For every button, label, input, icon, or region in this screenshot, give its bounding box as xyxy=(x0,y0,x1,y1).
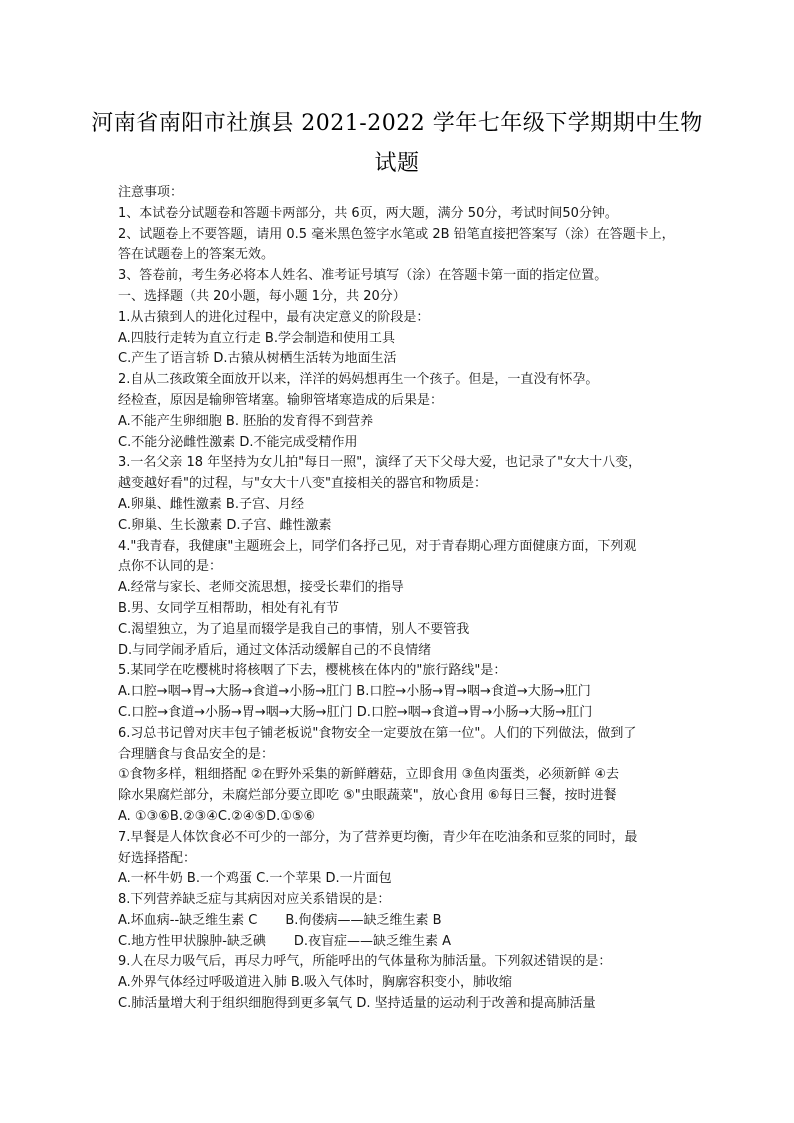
question-options: C.产生了语言轿 D.古猿从树栖生活转为地面生活 xyxy=(118,351,397,367)
notice-item: 3、答卷前，考生务必将本人姓名、准考证号填写（涂）在答题卡第一面的指定位置。 xyxy=(118,268,608,284)
option-d: D.夜盲症——缺乏维生素 A xyxy=(293,933,452,949)
question-stem: 合理膳食与食品安全的是： xyxy=(118,746,275,762)
question-options: A.外界气体经过呼吸道进入肺 B.吸入气体时，胸廓容积变小，肺收缩 xyxy=(118,975,512,991)
question-options: 除水果腐烂部分，未腐烂部分要立即吃 ⑤"虫眼蔬菜"，放心食用 ⑥每日三餐，按时进餐 xyxy=(118,788,617,804)
question-stem: 8.下列营养缺乏症与其病因对应关系错误的是： xyxy=(118,892,391,908)
question-options: A.不能产生卵细胞 B. 胚胎的发育得不到营养 xyxy=(118,413,374,429)
question-options: A.经常与家长、老师交流思想，接受长辈们的指导 xyxy=(118,580,404,596)
question-options: A. ①③⑥B.②③④C.②④⑤D.①⑤⑥ xyxy=(118,808,316,824)
question-stem: 经检查，原因是输卵管堵塞。输卵管堵寒造成的后果是： xyxy=(118,392,444,408)
question-options: A.四肢行走转为直立行走 B.学会制造和使用工具 xyxy=(118,330,395,346)
question-stem: 好选择搭配： xyxy=(118,850,197,866)
question-options: A.口腔→咽→胃→大肠→食道→小肠→肛门 B.口腔→小肠→胃→咽→食道→大肠→肛门 xyxy=(118,684,591,700)
question-options: C.渴望独立，为了追星而辍学是我自己的事情，别人不要管我 xyxy=(118,621,470,637)
question-stem: 越变越好看"的过程，与"女大十八变"直接相关的器官和物质是： xyxy=(118,476,487,492)
question-options: C.卵巢、生长激素 D.子宫、雌性激素 xyxy=(118,517,332,533)
question-options: C.口腔→食道→小肠→胃→咽→大肠→肛门 D.口腔→咽→食道→胃→小肠→大肠→肛门 xyxy=(118,704,593,720)
exam-body xyxy=(118,183,684,1015)
question-options: A.一杯牛奶 B.一个鸡蛋 C.一个苹果 D.一片面包 xyxy=(118,871,392,887)
question-stem: 9.人在尽力吸气后，再尽力呼气，所能呼出的气体量称为肺活量。下列叙述错误的是： xyxy=(118,954,612,970)
question-stem: 6.习总书记曾对庆丰包子铺老板说"食物安全一定要放在第一位"。人们的下列做法，做到了 xyxy=(118,725,637,741)
question-stem: 点你不认同的是： xyxy=(118,559,223,575)
option-b: B.佝偻病——缺乏维生素 B xyxy=(285,912,442,928)
question-stem: 4."我青春，我健康"主题班会上，同学们各抒己见，对于青春期心理方面健康方面，下列观 xyxy=(118,538,637,554)
question-stem: 1.从古猿到人的进化过程中，最有决定意义的阶段是： xyxy=(118,309,430,325)
notice-heading: 注意事项： xyxy=(118,185,184,200)
question-options xyxy=(118,932,684,953)
question-options: D.与同学闹矛盾后，通过文体活动缓解自己的不良情绪 xyxy=(118,642,432,658)
question-stem: 2.自从二孩政策全面放开以来，洋洋的妈妈想再生一个孩子。但是，一直没有怀孕。 xyxy=(118,372,599,388)
question-options: C.肺活量增大利于组织细胞得到更多氧气 D. 坚持适量的运动利于改善和提高肺活量 xyxy=(118,996,596,1012)
question-options: A.卵巢、雌性激素 B.子宫、月经 xyxy=(118,496,304,512)
notice-item: 1、本试卷分试题卷和答题卡两部分，共 6页，两大题，满分 50分，考试时间50分钟。 xyxy=(118,205,618,221)
question-stem: 7.早餐是人体饮食必不可少的一部分，为了营养更均衡，青少年在吃油条和豆浆的同时，最 xyxy=(118,829,638,845)
question-options: C.不能分泌雌性激素 D.不能完成受精作用 xyxy=(118,434,358,450)
option-c: C.地方性甲状腺肿-缺乏碘 xyxy=(118,933,266,949)
exam-title-continued: 试题 xyxy=(374,151,420,176)
exam-title: 河南省南阳市社旗县 2021-2022 学年七年级下学期期中生物 xyxy=(91,111,703,136)
notice-item: 2、试题卷上不要答题，请用 0.5 毫米黑色签字水笔或 2B 铅笔直接把答案写（涂）在答题卡上，答在试题卷上的答案无效。 xyxy=(118,226,675,263)
question-stem: 3.一名父亲 18 年坚持为女儿拍"每日一照"，演绎了天下父母大爱，也记录了"女大十八变， xyxy=(118,455,642,471)
question-stem: 5.某同学在吃樱桃时将核咽了下去，樱桃核在体内的"旅行路线"是： xyxy=(118,663,507,679)
question-options xyxy=(118,911,684,932)
section-heading: 一、选择题（共 20小题，每小题 1分，共 20分） xyxy=(118,288,406,304)
option-a: A.坏血病--缺乏维生素 C xyxy=(118,912,258,928)
question-options: ①食物多样，粗细搭配 ②在野外采集的新鲜蘑菇，立即食用 ③鱼肉蛋类，必须新鲜 ④去 xyxy=(118,767,620,783)
question-options: B.男、女同学互相帮助，相处有礼有节 xyxy=(118,600,340,616)
